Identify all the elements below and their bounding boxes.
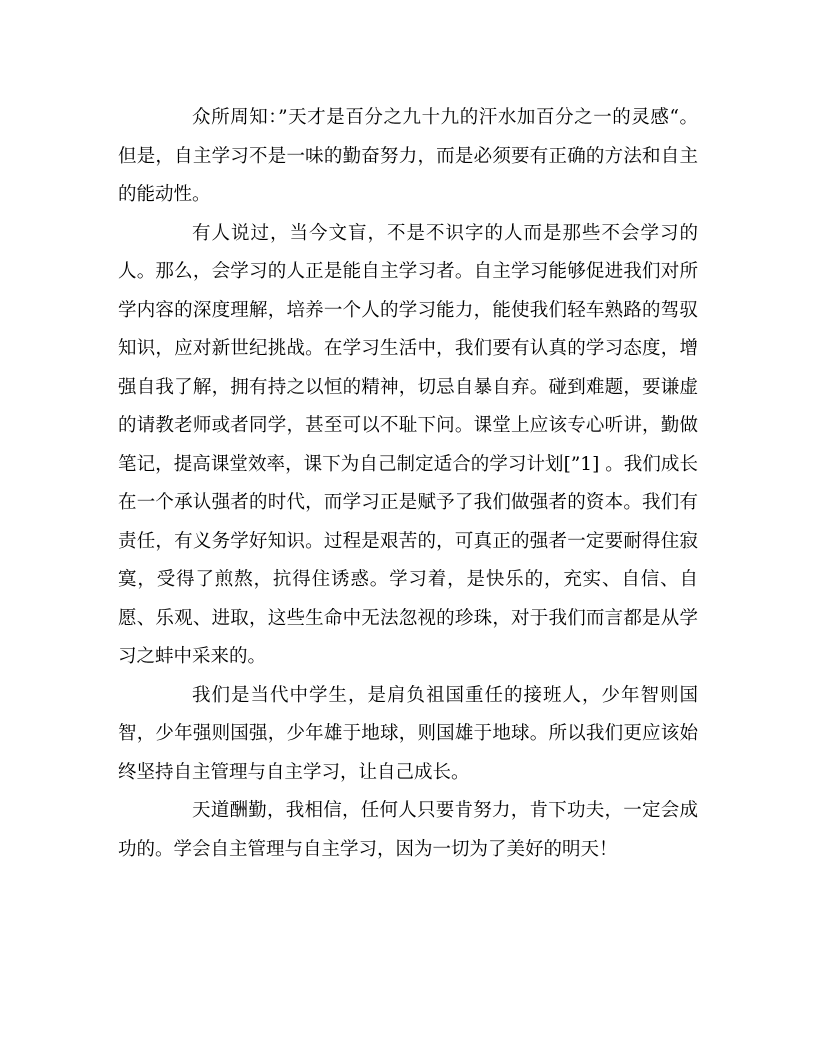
paragraph-self-study: 有人说过，当今文盲，不是不识字的人而是那些不会学习的人。那么，会学习的人正是能自主学习者。自主学习能够促进我们对所学内容的深度理解，培养一个人的学习能力，能使我们轻车熟路的驾驭知识，应对新世纪挑战。在学习生活中，我们要有认真的学习态度，增强自我了解，拥有持之以恒的精神，切忌自暴自弃。碰到难题，要谦虚的请教老师或者同学，甚至可以不耻下问。课堂上应该专心听讲，勤做笔记，提高课堂效率，课下为自己制定适合的学习计划[”1] 。我们成长在一个承认强者的时代，而学习正是赋予了我们做强者的资本。我们有责任，有义务学好知识。过程是艰苦的，可真正的强者一定要耐得住寂寞，受得了煎熬，抗得住诱惑。学习着，是快乐的，充实、自信、自愿、乐观、进取，这些生命中无法忽视的珍珠，对于我们而言都是从学习之蚌中采来的。 (118, 222, 698, 667)
paragraph-conclusion: 天道酬勤，我相信，任何人只要肯努力，肯下功夫，一定会成功的。学会自主管理与自主学习，因为一切为了美好的明天！ (118, 800, 698, 860)
document-body (118, 99, 698, 869)
paragraph-students: 我们是当代中学生，是肩负祖国重任的接班人，少年智则国智，少年强则国强，少年雄于地球，则国雄于地球。所以我们更应该始终坚持自主管理与自主学习，让自己成长。 (118, 684, 698, 783)
paragraph-intro: 众所周知：”天才是百分之九十九的汗水加百分之一的灵感“。但是，自主学习不是一味的勤奋努力，而是必须要有正确的方法和自主的能动性。 (118, 107, 698, 205)
